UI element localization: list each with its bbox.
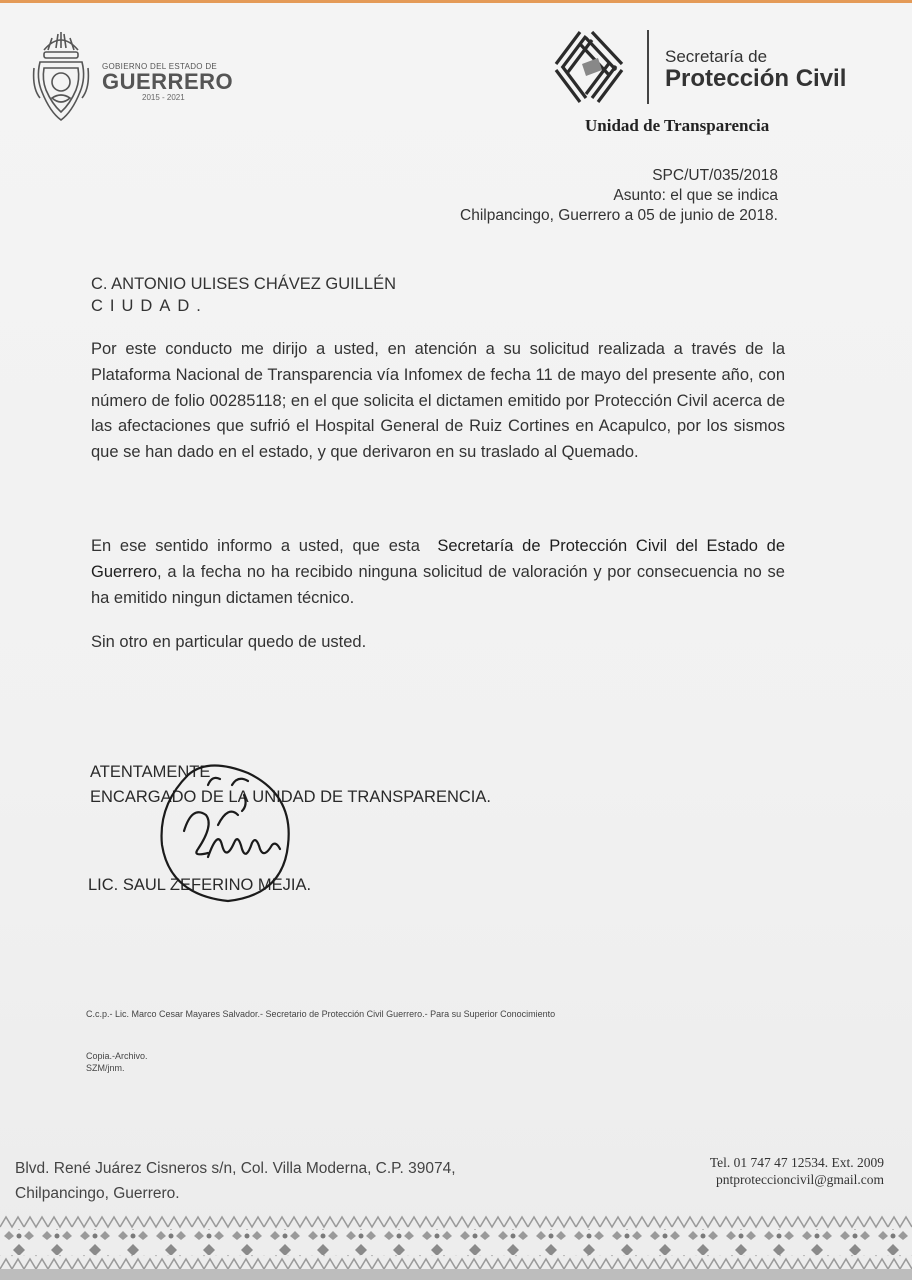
footer-address-line-1: Blvd. René Juárez Cisneros s/n, Col. Villa Moderna, C.P. 39074, [15, 1160, 456, 1177]
gov-name: GUERRERO [102, 69, 234, 94]
atentamente-label: ATENTAMENTE [90, 763, 211, 781]
p2-highlight: Secretaría de Protección Civil del Estado de Guerrero [91, 537, 785, 581]
reference-place-date: Chilpancingo, Guerrero a 05 de junio de 2018. [460, 207, 778, 224]
footer-address-line-2: Chilpancingo, Guerrero. [15, 1185, 180, 1202]
addressee-name: C. ANTONIO ULISES CHÁVEZ GUILLÉN [91, 275, 397, 293]
footer-address [15, 1156, 456, 1206]
addressee-city: CIUDAD. [91, 297, 208, 315]
unidad-transparencia-label: Unidad de Transparencia [585, 116, 770, 135]
cc-line: C.c.p.- Lic. Marco Cesar Mayares Salvador.- Secretario de Protección Civil Guerrero.- Para su Superior Conocimiento [86, 1009, 556, 1019]
p2-start: En ese sentido informo a usted, que esta [91, 537, 420, 555]
body-paragraph-1: Por este conducto me dirijo a usted, en atención a su solicitud realizada a través de la Plataforma Nacional de Transparencia vía Infomex de fecha 11 de mayo del presente año, con número de folio 00285118; en el que solicita el dictamen emitido por Protección Civil acerca de las afectaciones que sufrió el Hospital General de Ruiz Cortines en Acapulco, por los sismos que se han dado en el estado, y que derivaron en su traslado al Quemado. [91, 340, 785, 462]
footer-contact [710, 1154, 884, 1188]
p2-end: , a la fecha no ha recibido ninguna solicitud de valoración y por consecuencia no se ha emitido ningun dictamen técnico. [91, 562, 785, 607]
reference-block [460, 166, 778, 226]
government-header [32, 28, 262, 128]
decorative-pattern-band-icon [0, 1215, 912, 1280]
gov-years: 2015 - 2021 [142, 93, 185, 102]
gov-small-label: GOBIERNO DEL ESTADO DE [102, 62, 218, 71]
copia-archivo: Copia.-Archivo. [86, 1051, 148, 1061]
top-edge [0, 0, 912, 3]
footer-email: pntproteccioncivil@gmail.com [715, 1172, 884, 1187]
encargado-label: ENCARGADO DE LA UNIDAD DE TRANSPARENCIA. [90, 788, 491, 806]
guerrero-seal-icon [32, 28, 90, 126]
addressee-block [91, 273, 396, 317]
copia-block [86, 1050, 148, 1074]
initials: SZM/jnm. [86, 1063, 125, 1073]
reference-asunto: Asunto: el que se indica [613, 187, 778, 204]
handwritten-signature-icon [148, 745, 298, 905]
secretaria-header [665, 48, 846, 92]
reference-code: SPC/UT/035/2018 [652, 167, 778, 184]
proteccion-civil-label: Protección Civil [665, 65, 847, 92]
signer-name: LIC. SAUL ZEFERINO MEJIA. [88, 876, 312, 894]
body-paragraph-2 [91, 534, 785, 611]
footer-tel: Tel. 01 747 47 12534. Ext. 2009 [709, 1155, 884, 1170]
proteccion-civil-logo-icon [546, 24, 632, 110]
body-paragraph-3: Sin otro en particular quedo de usted. [91, 633, 367, 651]
secretaria-label: Secretaría de [665, 47, 768, 66]
header-divider [647, 30, 649, 104]
